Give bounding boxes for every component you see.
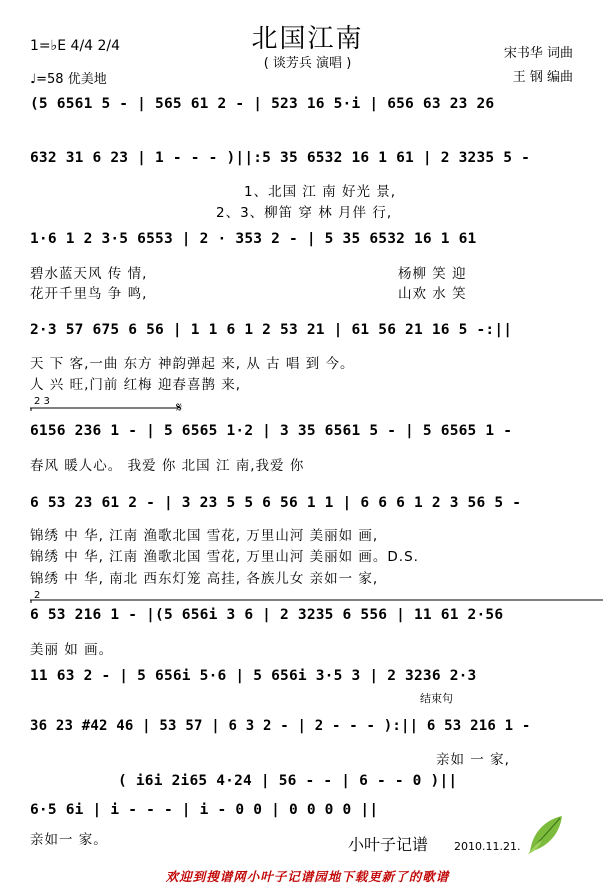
lyric-line4-b: 人 兴 旺,门前 红梅 迎春喜鹊 来, <box>30 377 242 393</box>
score-line-1: (5 6561 5 - | 565 61 2 - | 523 16 5·i | 656 63 23 26 <box>30 96 495 112</box>
segno-sign: 𝄋 <box>176 400 183 416</box>
transcriber-signature: 小叶子记谱 <box>348 835 429 854</box>
transcription-date: 2010.11.21. <box>454 840 521 853</box>
score-line-2: 632 31 6 23 | 1 - - - )||:5 35 6532 16 1 61 | 2 3235 5 - <box>30 150 531 166</box>
lyric-line5: 春风 暖人心。 我爱 你 北国 江 南,我爱 你 <box>30 458 305 474</box>
download-banner: 欢迎到搜谱网小叶子记谱园地下载更新了的歌谱 <box>165 869 450 884</box>
volta-2-marker: 2 <box>34 590 41 601</box>
score-line-7: 6 53 216 1 - |(5 656i 3 6 | 2 3235 6 556 | 11 61 2·56 <box>30 607 504 623</box>
score-line-4: 2·3 57 675 6 56 | 1 1 6 1 2 53 21 | 61 56 21 16 5 -:|| <box>30 322 513 338</box>
song-title: 北国江南 <box>251 24 364 54</box>
lyric-line10: 亲如一 家。 <box>30 832 108 848</box>
volta-marker: 2 3 <box>34 396 50 407</box>
ending-label: 结束句 <box>420 692 453 705</box>
lyric-verse23-line1: 2、3、柳笛 穿 林 月伴 行, <box>216 205 393 221</box>
lyric-verse1-line1: 1、北国 江 南 好光 景, <box>244 184 397 200</box>
leaf-icon <box>526 812 566 856</box>
lyric-line9: 亲如 一 家, <box>436 752 510 768</box>
lyric-line6-c: 锦绣 中 华, 南北 西东灯笼 高挂, 各族儿女 亲如一 家, <box>30 571 379 587</box>
lyric-line4-a: 天 下 客,一曲 东方 神韵弹起 来, 从 古 唱 到 今。 <box>30 356 355 372</box>
score-line-10: 6·5 6i | i - - - | i - 0 0 | 0 0 0 0 || <box>30 802 379 818</box>
lyric-line6-a: 锦绣 中 华, 江南 渔歌北国 雪花, 万里山河 美丽如 画, <box>30 528 379 544</box>
volta-2-bracket <box>30 597 605 603</box>
lyric-line3-b: 花开千里鸟 争 鸣, <box>30 286 148 302</box>
lyricist-credit: 宋书华 词曲 <box>503 46 573 61</box>
lyric-line7: 美丽 如 画。 <box>30 642 114 658</box>
volta-bracket <box>30 405 180 411</box>
lyric-line6-b: 锦绣 中 华, 江南 渔歌北国 雪花, 万里山河 美丽如 画。D.S. <box>30 549 419 565</box>
score-line-5: 6156 236 1 - | 5 6565 1·2 | 3 35 6561 5 - | 5 6565 1 - <box>30 423 513 439</box>
arranger-credit: 王 钢 编曲 <box>512 70 573 85</box>
lyric-line3-a: 碧水蓝天风 传 情, <box>30 266 148 282</box>
tempo-marking: ♩=58 优美地 <box>30 72 107 87</box>
key-signature: 1=♭E 4/4 2/4 <box>30 38 121 54</box>
score-line-3: 1·6 1 2 3·5 6553 | 2 · 353 2 - | 5 35 6532 16 1 61 <box>30 231 477 247</box>
interlude-line: ( i6i 2i65 4·24 | 56 - - | 6 - - 0 )|| <box>118 773 458 789</box>
score-line-6: 6 53 23 61 2 - | 3 23 5 5 6 56 1 1 | 6 6 6 1 2 3 56 5 - <box>30 495 522 511</box>
lyric-line3-d: 山欢 水 笑 <box>398 286 467 302</box>
score-line-9: 36 23 #42 46 | 53 57 | 6 3 2 - | 2 - - - ):|| 6 53 216 1 - <box>30 718 531 734</box>
score-line-8: 11 63 2 - | 5 656i 5·6 | 5 656i 3·5 3 | 2 3236 2·3 <box>30 668 477 684</box>
lyric-line3-c: 杨柳 笑 迎 <box>398 266 467 282</box>
performer-credit: ( 谈芳兵 演唱 ) <box>263 56 352 71</box>
